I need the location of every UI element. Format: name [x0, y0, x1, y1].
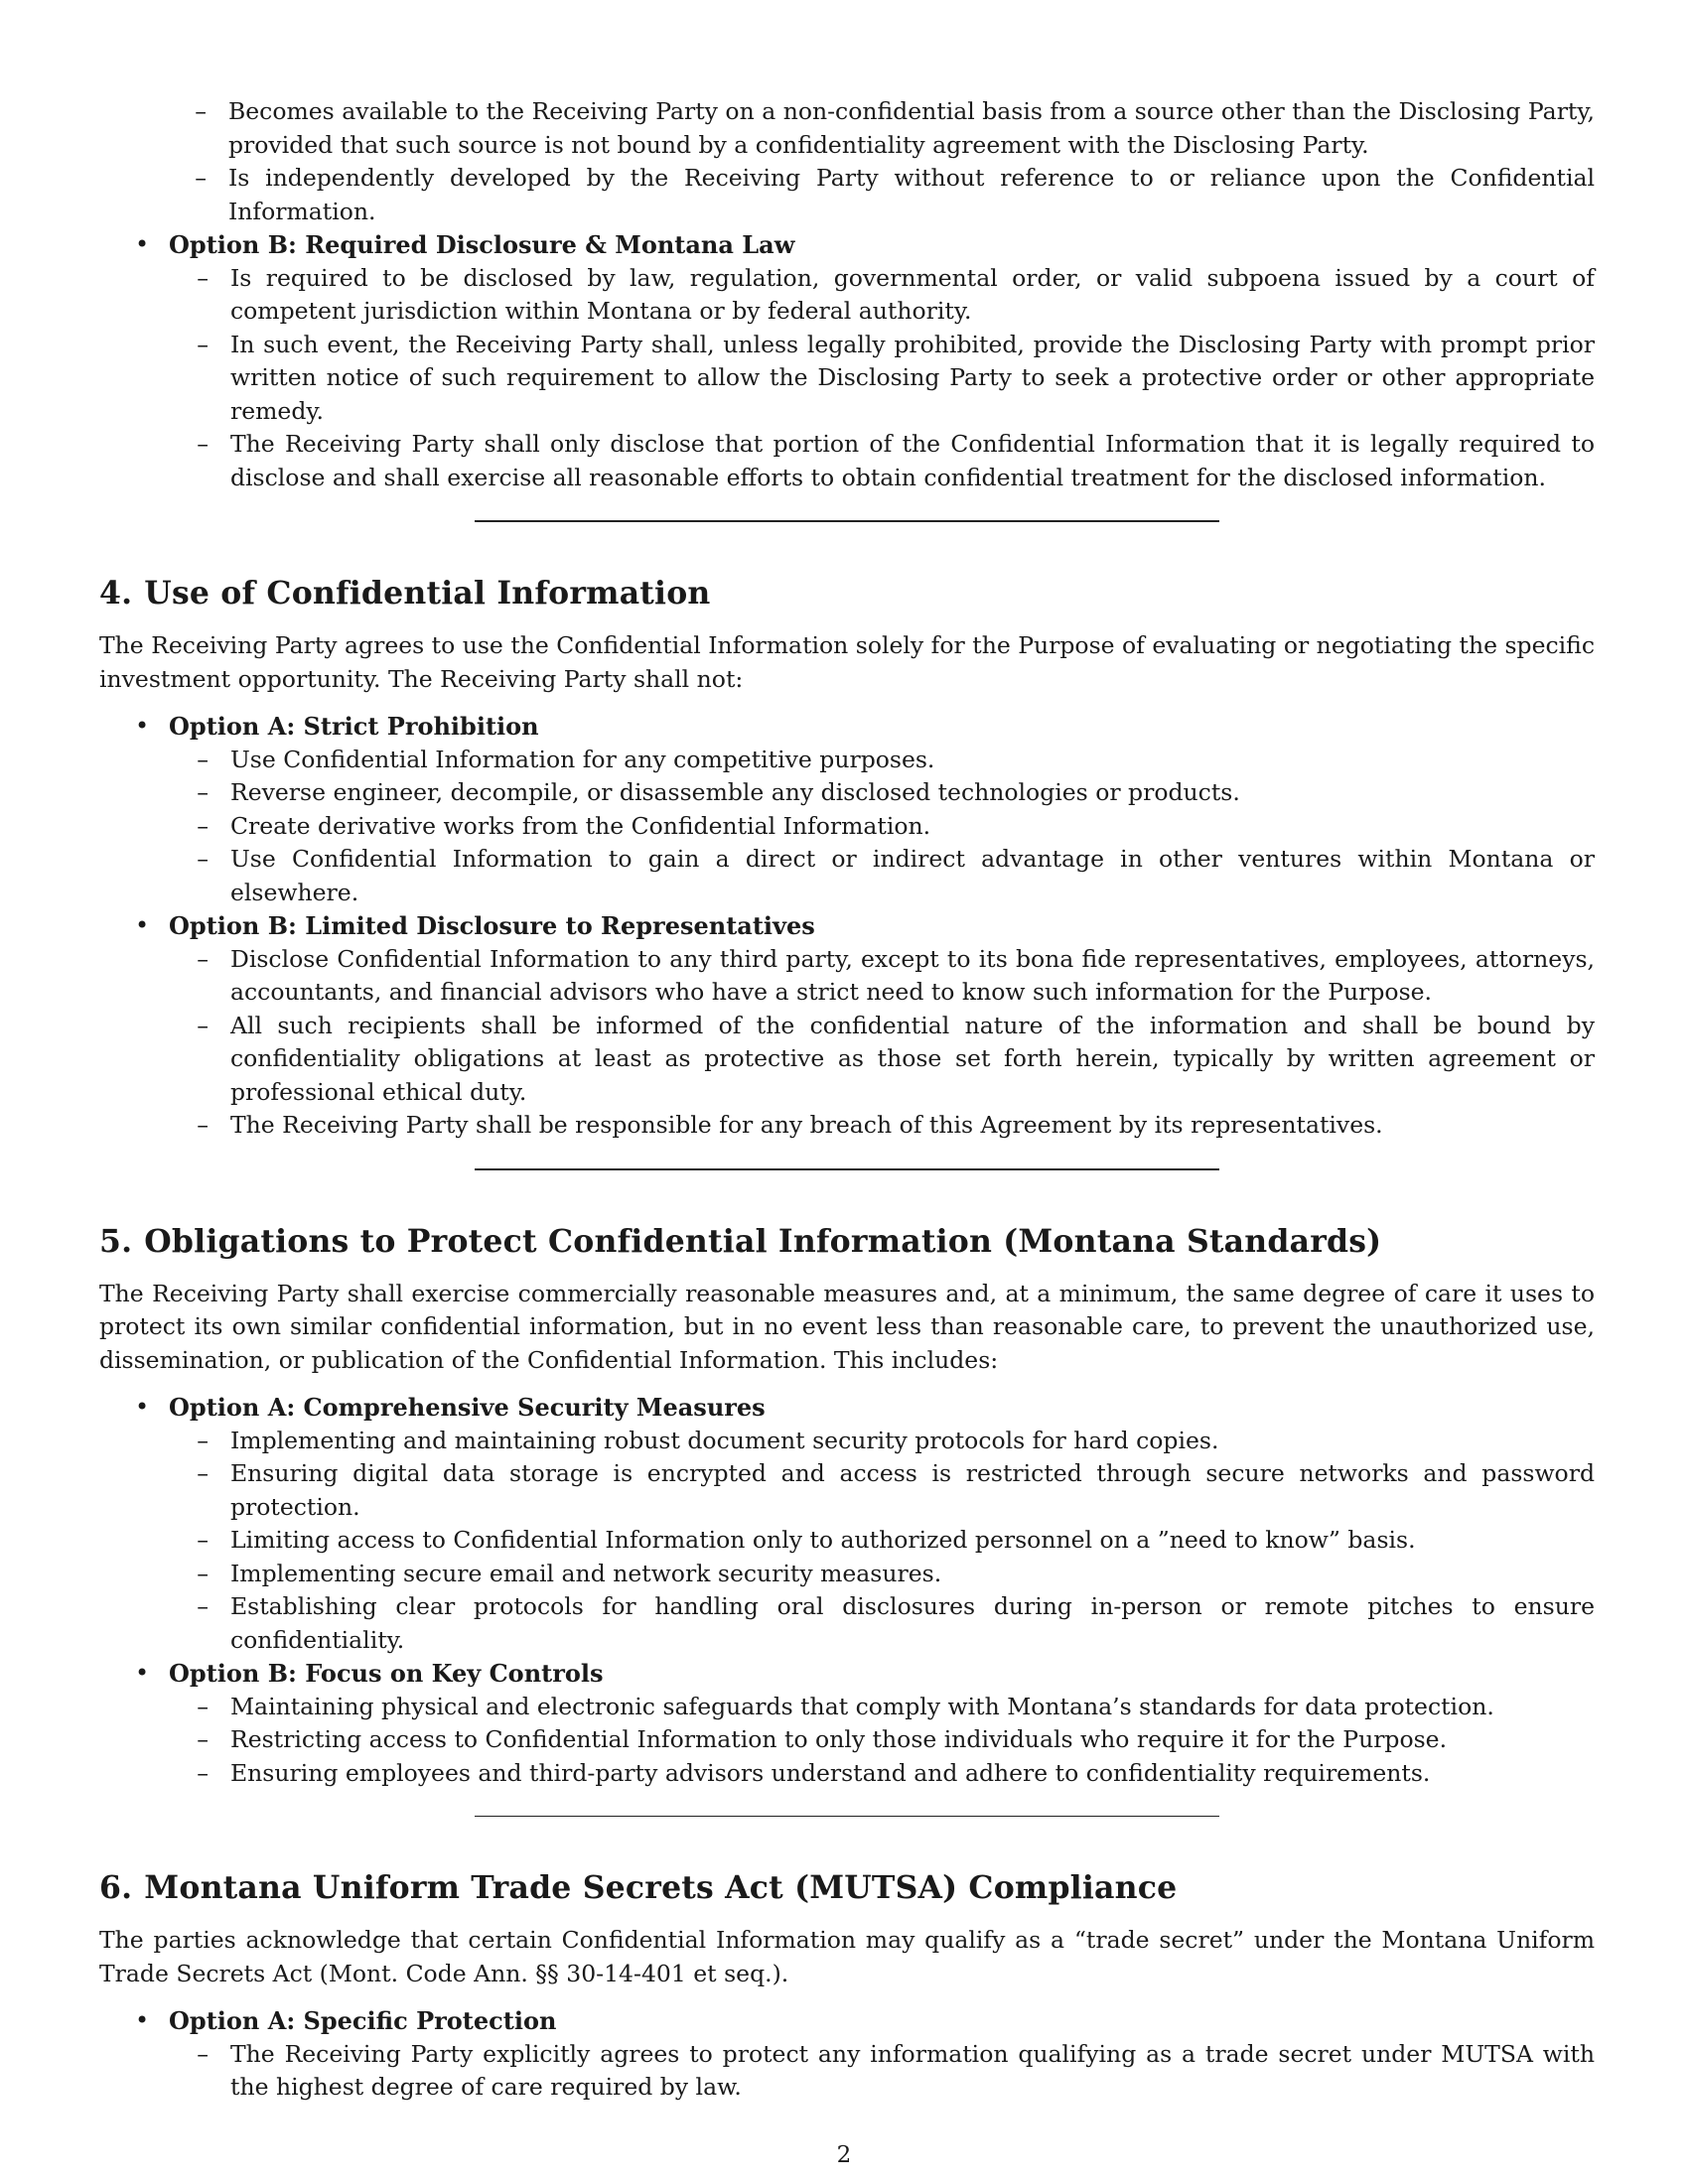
page-number: 2: [836, 2142, 852, 2168]
section-intro: The Receiving Party shall exercise commercially reasonable measures and, at a minimum, the same degree of care it uses to protect its own similar confidential information, but in no event less than reasonable care, to prevent the unauthorized use, dissemination, or publication of the Confidential Information. This includes:: [99, 1279, 1595, 1374]
section-heading: 6. Montana Uniform Trade Secrets Act (MUTSA) Compliance: [99, 1869, 1178, 1906]
list-item: – Disclose Confidential Information to any third party, except to its bona fide representatives, employees, attorneys, accountants, and financial advisors who have a strict need to know such information for the Purpose.: [197, 944, 1595, 1006]
option-title: Option B: Limited Disclosure to Representatives: [169, 911, 815, 940]
list-item: – Create derivative works from the Confidential Information.: [197, 811, 931, 840]
option-title: Option A: Comprehensive Security Measures: [169, 1393, 766, 1422]
section-divider: [475, 520, 1219, 522]
option-title: Option B: Focus on Key Controls: [169, 1659, 604, 1688]
continuation-list: [167, 95, 1595, 228]
section5-option-b: [99, 1657, 1595, 1790]
list-item: – Ensuring digital data storage is encrypted and access is restricted through secure networks and password protection.: [197, 1459, 1595, 1521]
section-heading: 4. Use of Confidential Information: [99, 575, 711, 612]
list-item: – The Receiving Party shall only disclose that portion of the Confidential Information that it is legally required to disclose and shall exercise all reasonable efforts to obtain confidential treatment for the disclosed information.: [197, 430, 1595, 491]
option-items: [169, 943, 1595, 1143]
section-divider: [475, 1168, 1219, 1170]
option-items: [169, 744, 1595, 910]
bullet-icon: •: [135, 2006, 150, 2034]
list-item: – Restricting access to Confidential Information to only those individuals who require it for the Purpose.: [197, 1725, 1448, 1753]
list-item: – Ensuring employees and third-party advisors understand and adhere to confidentiality requirements.: [197, 1758, 1431, 1787]
section-intro: The Receiving Party agrees to use the Confidential Information solely for the Purpose of evaluating or negotiating the specific investment opportunity. The Receiving Party shall not:: [99, 631, 1595, 693]
option-items: [169, 1425, 1595, 1658]
option-items: [169, 2038, 1595, 2105]
list-item: – The Receiving Party shall be responsible for any breach of this Agreement by its representatives.: [197, 1111, 1383, 1139]
option-items: [169, 1691, 1595, 1791]
list-item: – Use Confidential Information for any competitive purposes.: [197, 745, 935, 773]
list-item: – In such event, the Receiving Party shall, unless legally prohibited, provide the Disclosing Party with prompt prior written notice of such requirement to allow the Disclosing Party to seek a protective order or other appropriate remedy.: [197, 330, 1595, 425]
list-item: – Maintaining physical and electronic safeguards that comply with Montana’s standards for data protection.: [197, 1692, 1494, 1720]
list-item: – Implementing and maintaining robust document security protocols for hard copies.: [197, 1426, 1219, 1454]
bullet-icon: •: [135, 230, 150, 258]
list-item: – Establishing clear protocols for handling oral disclosures during in-person or remote pitches to ensure confidentiality.: [197, 1592, 1595, 1654]
document-page: [99, 95, 1595, 2105]
bullet-icon: •: [135, 911, 150, 939]
list-item: – Is independently developed by the Receiving Party without reference to or reliance upon the Confidential Information.: [195, 164, 1595, 225]
option-title: Option A: Specific Protection: [169, 2006, 557, 2035]
bullet-icon: •: [135, 1659, 150, 1687]
section-heading: 5. Obligations to Protect Confidential Information (Montana Standards): [99, 1222, 1382, 1260]
bullet-icon: •: [135, 712, 150, 740]
option-title: Option B: Required Disclosure & Montana Law: [169, 230, 795, 259]
section-intro: The parties acknowledge that certain Confidential Information may qualify as a “trade secret” under the Montana Uniform Trade Secrets Act (Mont. Code Ann. §§ 30-14-401 et seq.).: [99, 1926, 1595, 1987]
section6-option-a: [99, 2004, 1595, 2105]
bullet-icon: •: [135, 1393, 150, 1421]
list-item: – Limiting access to Confidential Information only to authorized personnel on a ”need to know” basis.: [197, 1526, 1416, 1554]
list-item: – Reverse engineer, decompile, or disassemble any disclosed technologies or products.: [197, 778, 1240, 806]
section-divider: [475, 1816, 1219, 1817]
list-item: – Use Confidential Information to gain a direct or indirect advantage in other ventures within Montana or elsewhere.: [197, 845, 1595, 906]
list-item: – Becomes available to the Receiving Party on a non-confidential basis from a source other than the Disclosing Party, provided that such source is not bound by a confidentiality agreement with the Disclosing Party.: [195, 97, 1595, 159]
list-item: – Is required to be disclosed by law, regulation, governmental order, or valid subpoena issued by a court of competent jurisdiction within Montana or by federal authority.: [197, 263, 1595, 325]
section4-option-a: [99, 710, 1595, 909]
section4-option-b: [99, 909, 1595, 1143]
option-title: Option A: Strict Prohibition: [169, 712, 539, 741]
section5-option-a: [99, 1391, 1595, 1657]
list-item: – Implementing secure email and network security measures.: [197, 1559, 942, 1587]
section3-option-b: [99, 228, 1595, 494]
list-item: – The Receiving Party explicitly agrees to protect any information qualifying as a trade secret under MUTSA with the highest degree of care required by law.: [197, 2039, 1595, 2101]
option-items: [169, 262, 1595, 495]
list-item: – All such recipients shall be informed of the confidential nature of the information and shall be bound by confidentiality obligations at least as protective as those set forth herein, typically by written agreement or professional ethical duty.: [197, 1011, 1595, 1106]
